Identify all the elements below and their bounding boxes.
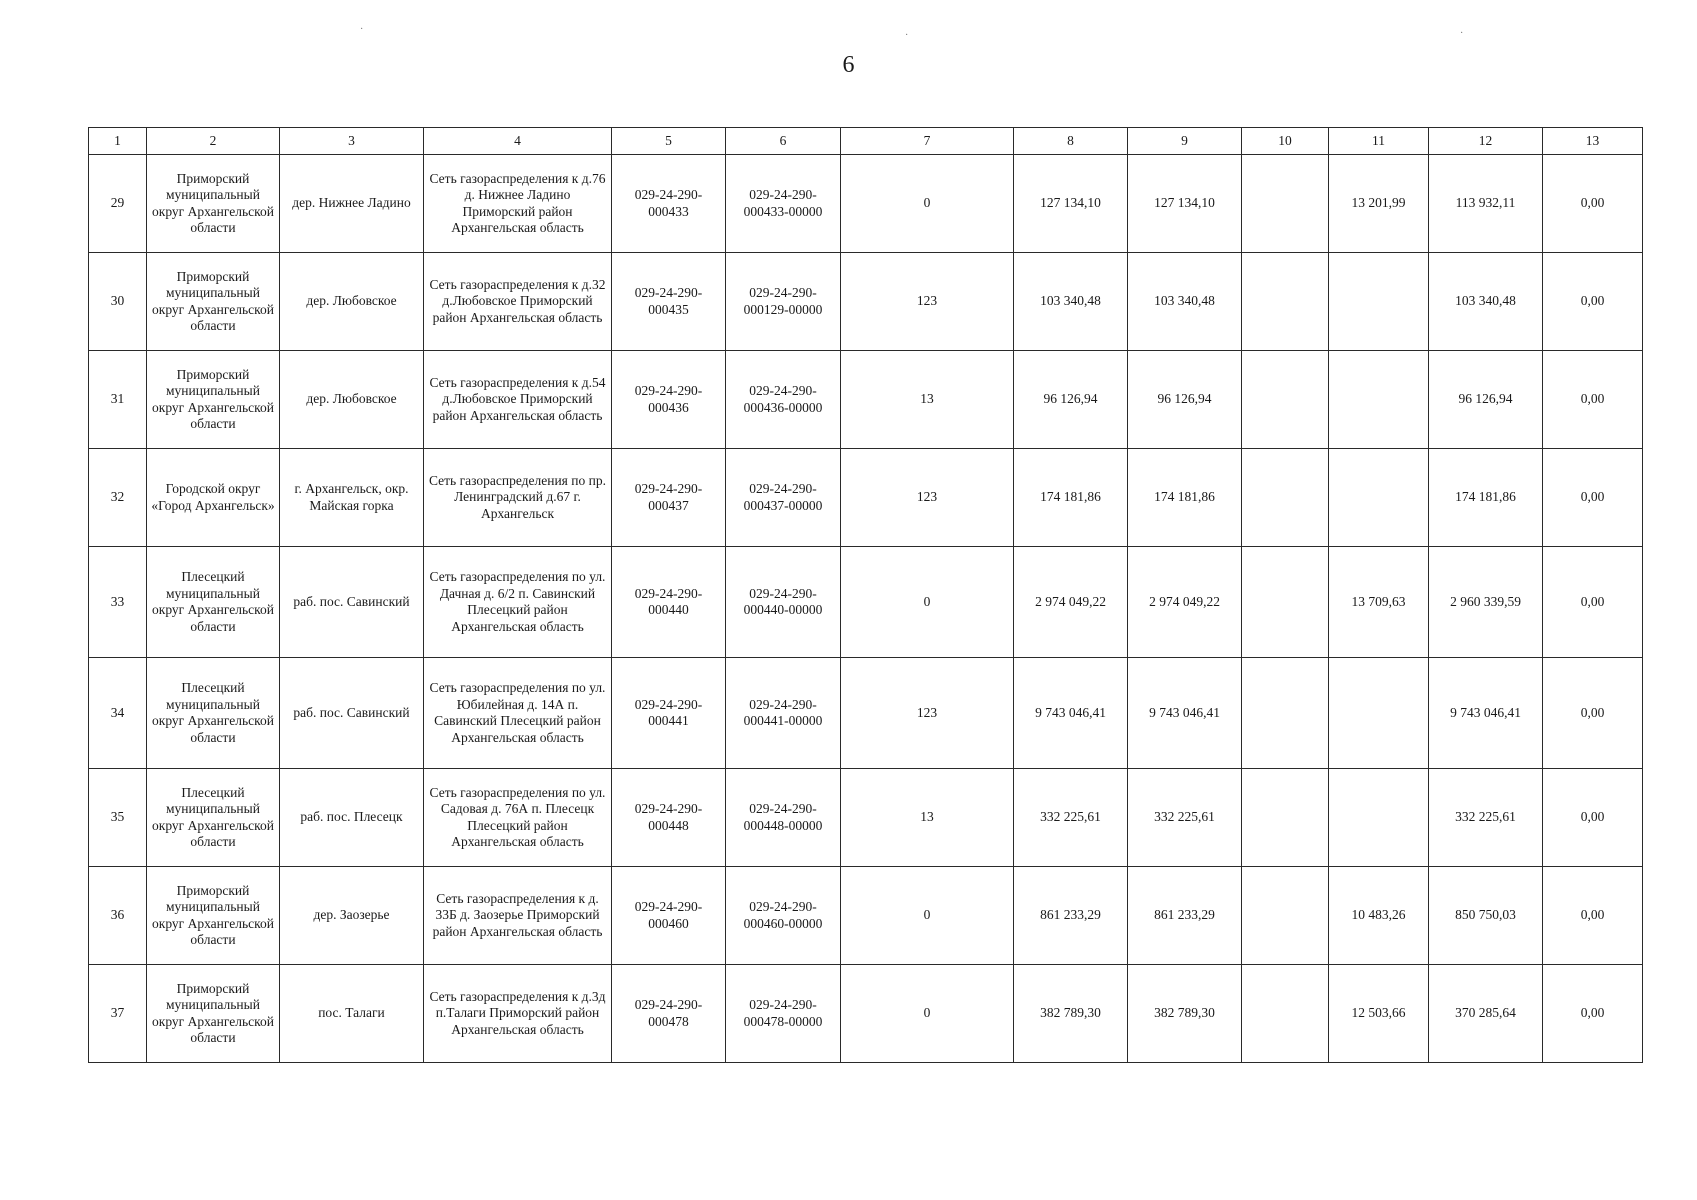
object-name-cell: Сеть газораспределения по ул. Садовая д. 76А п. Плесецк Плесецкий район Архангельская область <box>424 769 612 867</box>
column-number: 2 <box>147 128 280 155</box>
column-number: 1 <box>89 128 147 155</box>
settlement-cell: раб. пос. Плесецк <box>280 769 424 867</box>
amount-cell: 0,00 <box>1543 769 1643 867</box>
amount-cell: 370 285,64 <box>1429 965 1543 1063</box>
amount-cell: 861 233,29 <box>1014 867 1128 965</box>
row-number-cell: 31 <box>89 351 147 449</box>
settlement-cell: дер. Нижнее Ладино <box>280 155 424 253</box>
amount-cell <box>1242 867 1329 965</box>
column-number-row <box>89 128 1643 155</box>
amount-cell: 127 134,10 <box>1014 155 1128 253</box>
amount-cell: 174 181,86 <box>1429 449 1543 547</box>
amount-cell: 0,00 <box>1543 253 1643 351</box>
district-cell: Плесецкий муниципальный округ Архангельской области <box>147 769 280 867</box>
full-code-cell: 029-24-290-000441-00000 <box>726 658 841 769</box>
table-row <box>89 351 1643 449</box>
amount-cell: 0,00 <box>1543 155 1643 253</box>
amount-cell: 0,00 <box>1543 449 1643 547</box>
amount-cell <box>1242 769 1329 867</box>
amount-cell <box>1242 449 1329 547</box>
object-name-cell: Сеть газораспределения по пр. Ленинградский д.67 г. Архангельск <box>424 449 612 547</box>
amount-cell <box>1242 155 1329 253</box>
code-cell: 029-24-290-000441 <box>612 658 726 769</box>
amount-cell <box>1329 449 1429 547</box>
object-name-cell: Сеть газораспределения к д.3д п.Талаги Приморский район Архангельская область <box>424 965 612 1063</box>
amount-cell: 0,00 <box>1543 965 1643 1063</box>
amount-cell: 96 126,94 <box>1429 351 1543 449</box>
full-code-cell: 029-24-290-000478-00000 <box>726 965 841 1063</box>
amount-cell: 0,00 <box>1543 867 1643 965</box>
code-cell: 029-24-290-000448 <box>612 769 726 867</box>
code-cell: 029-24-290-000437 <box>612 449 726 547</box>
full-code-cell: 029-24-290-000460-00000 <box>726 867 841 965</box>
district-cell: Приморский муниципальный округ Архангельской области <box>147 253 280 351</box>
table-row <box>89 658 1643 769</box>
object-name-cell: Сеть газораспределения к д.54 д.Любовское Приморский район Архангельская область <box>424 351 612 449</box>
category-cell: 123 <box>841 253 1014 351</box>
amount-cell: 2 960 339,59 <box>1429 547 1543 658</box>
code-cell: 029-24-290-000460 <box>612 867 726 965</box>
settlement-cell: раб. пос. Савинский <box>280 547 424 658</box>
row-number-cell: 35 <box>89 769 147 867</box>
settlement-cell: раб. пос. Савинский <box>280 658 424 769</box>
table-body <box>89 155 1643 1063</box>
settlement-cell: дер. Любовское <box>280 351 424 449</box>
category-cell: 13 <box>841 351 1014 449</box>
objects-table <box>88 127 1643 1063</box>
amount-cell: 382 789,30 <box>1014 965 1128 1063</box>
object-name-cell: Сеть газораспределения к д.32 д.Любовское Приморский район Архангельская область <box>424 253 612 351</box>
amount-cell <box>1242 658 1329 769</box>
district-cell: Приморский муниципальный округ Архангельской области <box>147 351 280 449</box>
category-cell: 13 <box>841 769 1014 867</box>
amount-cell: 0,00 <box>1543 658 1643 769</box>
column-number: 11 <box>1329 128 1429 155</box>
code-cell: 029-24-290-000433 <box>612 155 726 253</box>
amount-cell: 9 743 046,41 <box>1014 658 1128 769</box>
amount-cell: 382 789,30 <box>1128 965 1242 1063</box>
full-code-cell: 029-24-290-000436-00000 <box>726 351 841 449</box>
table-row <box>89 867 1643 965</box>
settlement-cell: дер. Любовское <box>280 253 424 351</box>
category-cell: 123 <box>841 449 1014 547</box>
column-number: 13 <box>1543 128 1643 155</box>
row-number-cell: 30 <box>89 253 147 351</box>
code-cell: 029-24-290-000440 <box>612 547 726 658</box>
amount-cell <box>1329 658 1429 769</box>
object-name-cell: Сеть газораспределения по ул. Юбилейная д. 14А п. Савинский Плесецкий район Архангельская область <box>424 658 612 769</box>
amount-cell <box>1329 351 1429 449</box>
code-cell: 029-24-290-000478 <box>612 965 726 1063</box>
amount-cell: 103 340,48 <box>1128 253 1242 351</box>
amount-cell: 332 225,61 <box>1429 769 1543 867</box>
row-number-cell: 34 <box>89 658 147 769</box>
amount-cell <box>1329 769 1429 867</box>
code-cell: 029-24-290-000435 <box>612 253 726 351</box>
full-code-cell: 029-24-290-000440-00000 <box>726 547 841 658</box>
settlement-cell: г. Архангельск, окр. Майская горка <box>280 449 424 547</box>
amount-cell: 9 743 046,41 <box>1128 658 1242 769</box>
column-number: 6 <box>726 128 841 155</box>
amount-cell: 9 743 046,41 <box>1429 658 1543 769</box>
full-code-cell: 029-24-290-000433-00000 <box>726 155 841 253</box>
page-number: 6 <box>842 52 855 78</box>
column-number: 3 <box>280 128 424 155</box>
table-row <box>89 253 1643 351</box>
object-name-cell: Сеть газораспределения к д.76 д. Нижнее Ладино Приморский район Архангельская область <box>424 155 612 253</box>
amount-cell: 174 181,86 <box>1014 449 1128 547</box>
amount-cell: 127 134,10 <box>1128 155 1242 253</box>
row-number-cell: 29 <box>89 155 147 253</box>
table-row <box>89 155 1643 253</box>
amount-cell: 2 974 049,22 <box>1014 547 1128 658</box>
settlement-cell: дер. Заозерье <box>280 867 424 965</box>
district-cell: Приморский муниципальный округ Архангельской области <box>147 867 280 965</box>
row-number-cell: 36 <box>89 867 147 965</box>
amount-cell: 103 340,48 <box>1429 253 1543 351</box>
amount-cell <box>1242 547 1329 658</box>
district-cell: Приморский муниципальный округ Архангельской области <box>147 155 280 253</box>
amount-cell: 0,00 <box>1543 351 1643 449</box>
amount-cell: 332 225,61 <box>1014 769 1128 867</box>
amount-cell: 174 181,86 <box>1128 449 1242 547</box>
district-cell: Плесецкий муниципальный округ Архангельской области <box>147 658 280 769</box>
settlement-cell: пос. Талаги <box>280 965 424 1063</box>
column-number: 8 <box>1014 128 1128 155</box>
amount-cell <box>1329 253 1429 351</box>
amount-cell <box>1242 351 1329 449</box>
amount-cell <box>1242 965 1329 1063</box>
amount-cell: 861 233,29 <box>1128 867 1242 965</box>
full-code-cell: 029-24-290-000437-00000 <box>726 449 841 547</box>
code-cell: 029-24-290-000436 <box>612 351 726 449</box>
object-name-cell: Сеть газораспределения к д. 33Б д. Заозерье Приморский район Архангельская область <box>424 867 612 965</box>
table-container <box>88 127 1643 1063</box>
category-cell: 0 <box>841 965 1014 1063</box>
column-number: 7 <box>841 128 1014 155</box>
amount-cell: 12 503,66 <box>1329 965 1429 1063</box>
amount-cell: 2 974 049,22 <box>1128 547 1242 658</box>
category-cell: 123 <box>841 658 1014 769</box>
column-number: 12 <box>1429 128 1543 155</box>
amount-cell: 332 225,61 <box>1128 769 1242 867</box>
column-number: 4 <box>424 128 612 155</box>
row-number-cell: 37 <box>89 965 147 1063</box>
row-number-cell: 32 <box>89 449 147 547</box>
scan-speck: · <box>1460 28 1464 39</box>
amount-cell: 103 340,48 <box>1014 253 1128 351</box>
row-number-cell: 33 <box>89 547 147 658</box>
scan-speck: · <box>360 24 364 35</box>
scan-speck: · <box>905 30 909 41</box>
district-cell: Городской округ «Город Архангельск» <box>147 449 280 547</box>
amount-cell: 0,00 <box>1543 547 1643 658</box>
category-cell: 0 <box>841 547 1014 658</box>
category-cell: 0 <box>841 867 1014 965</box>
table-row <box>89 769 1643 867</box>
full-code-cell: 029-24-290-000129-00000 <box>726 253 841 351</box>
table-row <box>89 449 1643 547</box>
district-cell: Приморский муниципальный округ Архангельской области <box>147 965 280 1063</box>
amount-cell: 96 126,94 <box>1128 351 1242 449</box>
amount-cell: 113 932,11 <box>1429 155 1543 253</box>
column-number: 10 <box>1242 128 1329 155</box>
district-cell: Плесецкий муниципальный округ Архангельской области <box>147 547 280 658</box>
category-cell: 0 <box>841 155 1014 253</box>
column-number: 9 <box>1128 128 1242 155</box>
amount-cell: 13 709,63 <box>1329 547 1429 658</box>
amount-cell: 850 750,03 <box>1429 867 1543 965</box>
object-name-cell: Сеть газораспределения по ул. Дачная д. 6/2 п. Савинский Плесецкий район Архангельская область <box>424 547 612 658</box>
table-row <box>89 965 1643 1063</box>
amount-cell: 10 483,26 <box>1329 867 1429 965</box>
column-number: 5 <box>612 128 726 155</box>
full-code-cell: 029-24-290-000448-00000 <box>726 769 841 867</box>
amount-cell: 13 201,99 <box>1329 155 1429 253</box>
table-row <box>89 547 1643 658</box>
amount-cell: 96 126,94 <box>1014 351 1128 449</box>
amount-cell <box>1242 253 1329 351</box>
